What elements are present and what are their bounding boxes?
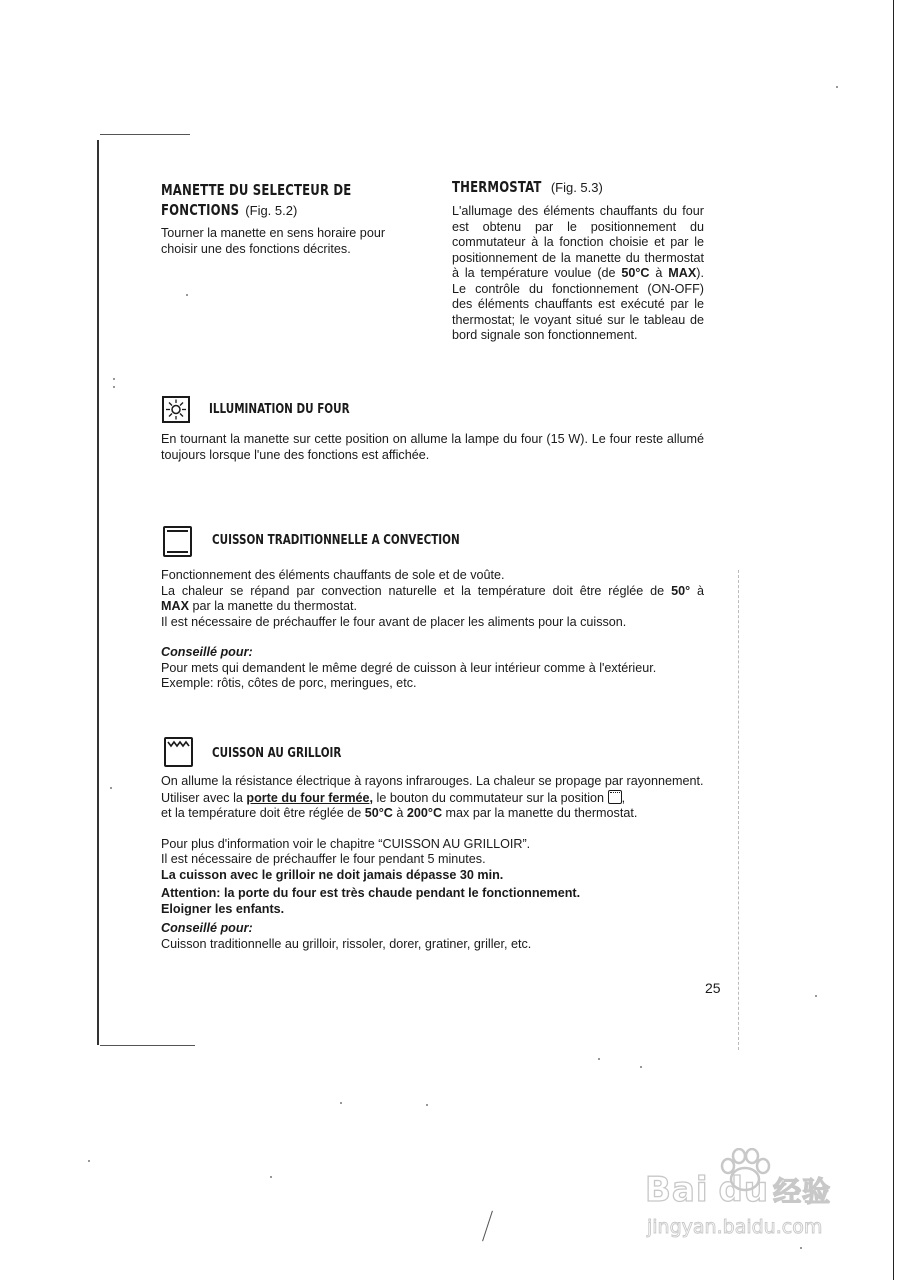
selector-fig-ref: (Fig. 5.2) (245, 203, 298, 218)
convection-advice-label: Conseillé pour: (161, 645, 253, 659)
grill-line: et la température doit être réglée de 50°C à 200°C max par la manette du thermostat. (161, 806, 638, 820)
scan-speck (598, 1058, 600, 1060)
grill-advice-label: Conseillé pour: (161, 921, 253, 935)
illumination-text: En tournant la manette sur cette position on allume la lampe du four (15 W). Le four reste allumé toujours lorsque l'une des fonctions est affichée. (161, 432, 704, 462)
watermark-brand-cjk: 经验 (773, 1175, 832, 1208)
scan-stroke (482, 1211, 493, 1242)
grill-text (161, 774, 704, 952)
grill-line: Utiliser avec la porte du four fermée, le bouton du commutateur sur la position , (161, 790, 626, 805)
grill-warning: Attention: la porte du four est très chaude pendant le fonctionnement. (161, 886, 581, 900)
scan-speck (88, 1160, 90, 1162)
watermark-brand: Bai (645, 1170, 709, 1210)
convection-line: La chaleur se répand par convection naturelle et la température doit être réglée de 50° à (161, 583, 704, 598)
grill-position-icon (608, 790, 622, 804)
watermark-url: jingyan.baidu.com (647, 1216, 823, 1238)
scan-speck (270, 1176, 272, 1178)
selector-title-line1: MANETTE DU SELECTEUR DE (161, 181, 352, 199)
right-edge-line (893, 0, 894, 1280)
grill-line: On allume la résistance électrique à rayons infrarouges. La chaleur se propage par rayonnement. (161, 774, 704, 788)
watermark-brand: du (718, 1170, 770, 1210)
convection-line: MAX par la manette du thermostat. (161, 599, 358, 613)
grill-advice: Cuisson traditionnelle au grilloir, rissoler, dorer, gratiner, griller, etc. (161, 936, 532, 951)
selector-title-line2: FONCTIONS (161, 201, 240, 219)
selector-section (161, 181, 423, 257)
convection-text (161, 568, 704, 692)
scan-speck (113, 386, 115, 388)
convection-line: Fonctionnement des éléments chauffants de sole et de voûte. (161, 568, 505, 582)
thermostat-fig-ref: (Fig. 5.3) (550, 180, 603, 195)
grill-warning: Eloigner les enfants. (161, 901, 285, 916)
bottom-rule (100, 1045, 195, 1046)
convection-advice: Exemple: rôtis, côtes de porc, meringues, etc. (161, 676, 417, 690)
thermostat-text: L'allumage des éléments chauffants du four est obtenu par le positionnement du commutateur à la fonction choisie et par le positionnement de la manette du thermostat à la température voulue (de 50°C à MAX). Le contrôle du fonctionnement (ON-OFF) des éléments chauffants est exécuté par le thermostat; le voyant situé sur le tableau de bord signale son fonctionnement. (452, 204, 704, 342)
thermostat-section (452, 178, 704, 344)
scan-speck (186, 294, 188, 296)
scan-speck (836, 86, 838, 88)
scan-speck (815, 995, 817, 997)
thermostat-title: THERMOSTAT (452, 178, 542, 196)
convection-advice: Pour mets qui demandent le même degré de cuisson à leur intérieur comme à l'extérieur. (161, 660, 657, 675)
scan-speck (340, 1102, 342, 1104)
illumination-title: ILLUMINATION DU FOUR (209, 402, 350, 417)
grill-title: CUISSON AU GRILLOIR (212, 746, 342, 761)
selector-text: Tourner la manette en sens horaire pour choisir une des fonctions décrites. (161, 226, 386, 256)
scan-speck (426, 1104, 428, 1106)
lamp-icon (162, 396, 190, 423)
grill-line: Pour plus d'information voir le chapitre “CUISSON AU GRILLOIR”. (161, 836, 531, 851)
convection-line: Il est nécessaire de préchauffer le four avant de placer les aliments pour la cuisson. (161, 614, 627, 629)
page-number: 25 (705, 980, 721, 996)
top-rule (100, 134, 190, 135)
watermark (645, 1148, 860, 1243)
top-bottom-heat-icon (163, 526, 192, 557)
grill-warning: La cuisson avec le grilloir ne doit jamais dépasse 30 min. (161, 867, 504, 882)
right-dashed-rule (738, 570, 739, 1050)
scan-speck (113, 378, 115, 380)
convection-title: CUISSON TRADITIONNELLE A CONVECTION (212, 533, 460, 548)
scan-speck (800, 1247, 802, 1249)
left-margin-rule (97, 140, 99, 1045)
scan-speck (110, 787, 112, 789)
grill-line: Il est nécessaire de préchauffer le four pendant 5 minutes. (161, 852, 486, 866)
scan-speck (640, 1066, 642, 1068)
grill-icon (164, 737, 193, 767)
